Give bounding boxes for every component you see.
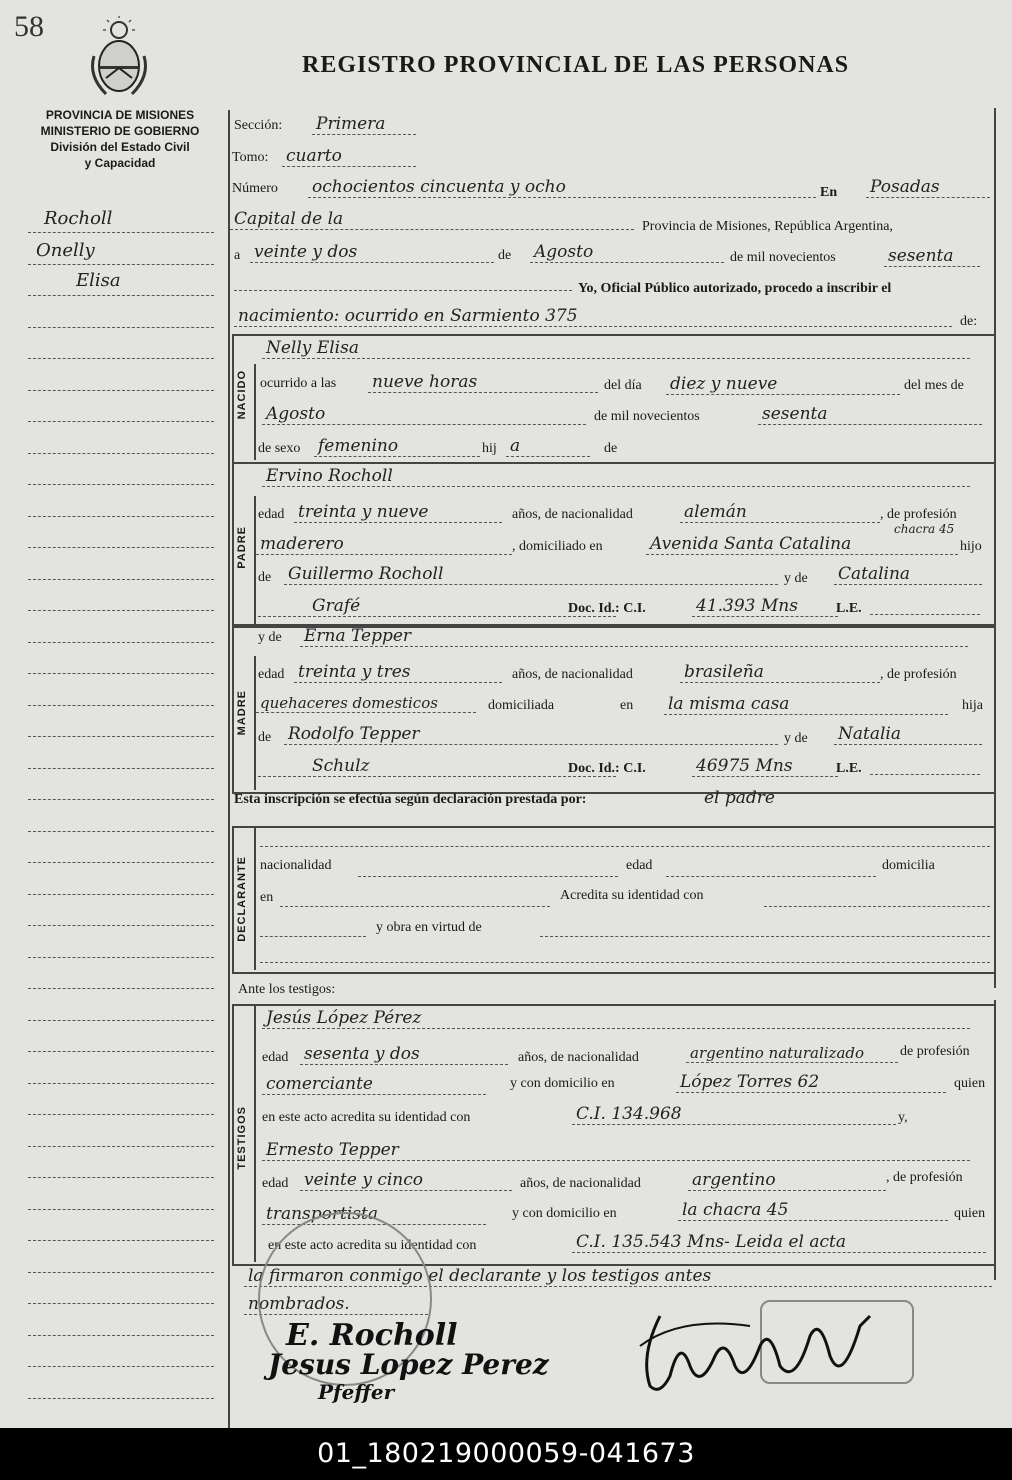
anio-label: de mil novecientos: [594, 409, 700, 424]
blank-line: [280, 906, 550, 907]
madre-dom: la misma casa: [664, 694, 948, 715]
year-value: sesenta: [884, 246, 980, 267]
margin-name: Onelly: [36, 240, 95, 261]
edad-label: edad: [258, 667, 285, 682]
margin-rule: [28, 264, 214, 265]
margin-rule: [28, 1083, 214, 1084]
padre-madre-2: Grafé: [258, 596, 616, 617]
margin-rule: [28, 925, 214, 926]
ocurrido-label: ocurrido a las: [260, 376, 337, 391]
acredita-label: Acredita su identidad con: [560, 888, 704, 903]
madre-side-label: MADRE: [236, 690, 248, 736]
hijo-label: hijo: [960, 539, 982, 554]
quien-label: quien: [954, 1076, 986, 1091]
testigo2-prof: transportista: [262, 1204, 486, 1225]
coat-of-arms-icon: [86, 16, 152, 98]
blank-line: [260, 846, 990, 847]
padre-dom: Avenida Santa Catalina: [646, 534, 958, 555]
margin-rule: [28, 484, 214, 485]
signature-initials: Pfeffer: [318, 1380, 395, 1404]
de-label: de: [604, 441, 618, 456]
y-label: y,: [898, 1110, 908, 1125]
padre-doc: 41.393 Mns: [692, 596, 838, 617]
seccion-value: Primera: [312, 114, 416, 135]
sexo-value: femenino: [314, 436, 480, 457]
right-border: [994, 1000, 996, 1280]
margin-rule: [28, 1240, 214, 1241]
testigo1-dom: López Torres 62: [676, 1072, 946, 1093]
margin-surname: Rocholl: [44, 208, 113, 229]
page-title: REGISTRO PROVINCIAL DE LAS PERSONAS: [302, 52, 850, 78]
padre-prof: maderero: [256, 534, 512, 555]
madre-madre-2: Schulz: [258, 756, 616, 777]
margin-rule: [28, 1177, 214, 1178]
margin-rule: [28, 1051, 214, 1052]
testigo2-edad: veinte y cinco: [300, 1170, 512, 1191]
padre-edad: treinta y nueve: [294, 502, 502, 523]
margin-rule: [28, 453, 214, 454]
yde-label: y de: [784, 571, 808, 586]
mes-label: del mes de: [904, 378, 964, 393]
padre-padre: Guillermo Rocholl: [284, 564, 778, 585]
yde-label: y de: [258, 630, 282, 645]
en-label: en: [260, 890, 274, 905]
madre-name: Erna Tepper: [300, 626, 968, 647]
margin-rule: [28, 736, 214, 737]
margin-rule: [28, 1366, 214, 1367]
de-label: de: [258, 570, 272, 585]
blank-line: [234, 290, 572, 291]
obra-label: y obra en virtud de: [376, 920, 482, 935]
tomo-label: Tomo:: [232, 150, 269, 165]
numero-label: Número: [232, 181, 278, 196]
testigo2-doc: C.I. 135.543 Mns- Leida el acta: [572, 1232, 986, 1253]
padre-madre: Catalina: [834, 564, 982, 585]
acredita-label: en este acto acredita su identidad con: [268, 1238, 477, 1253]
margin-rule: [28, 610, 214, 611]
testigo2-nac: argentino: [688, 1170, 886, 1191]
margin-rule: [28, 1209, 214, 1210]
sexo-label: de sexo: [258, 441, 301, 456]
signature-father: E. Rocholl: [286, 1318, 458, 1353]
dom-label: y con domicilio en: [512, 1206, 617, 1221]
margin-rule: [28, 232, 214, 233]
edad-label: edad: [262, 1050, 289, 1065]
padre-nac: alemán: [680, 502, 880, 523]
folio-number: 58: [14, 10, 44, 43]
margin-rule: [28, 1020, 214, 1021]
testigo2-dom: la chacra 45: [678, 1200, 948, 1221]
margin-rule: [28, 831, 214, 832]
margin-rule: [28, 1398, 214, 1399]
dom-label: domiciliada: [488, 698, 555, 713]
margin-rule: [28, 799, 214, 800]
signature-witness: Jesus Lopez Perez: [268, 1348, 549, 1381]
inscripcion-text: Esta inscripción se efectúa según declaración prestada por:: [234, 792, 587, 807]
testigo1-edad: sesenta y dos: [300, 1044, 508, 1065]
blank-line: [260, 936, 366, 937]
day-value: veinte y dos: [250, 242, 494, 263]
prof-label: de profesión: [900, 1044, 970, 1059]
en-label: en: [620, 698, 634, 713]
closing-text: nombrados.: [244, 1294, 428, 1315]
nacido-name: Nelly Elisa: [262, 338, 970, 359]
numero-value: ochocientos cincuenta y ocho: [308, 177, 816, 198]
margin-rule: [28, 1114, 214, 1115]
margin-rule: [28, 327, 214, 328]
madre-padre: Rodolfo Tepper: [284, 724, 778, 745]
ministry-line: División del Estado Civil: [50, 140, 190, 154]
margin-rule: [28, 988, 214, 989]
inscripcion-value: el padre: [704, 788, 775, 808]
margin-name: Elisa: [76, 270, 121, 291]
blank-line: [870, 614, 980, 615]
testigos-side-label: TESTIGOS: [236, 1106, 248, 1170]
testigo1-doc: C.I. 134.968: [572, 1104, 896, 1125]
nac-label: años, de nacionalidad: [520, 1176, 641, 1191]
blank-line: [666, 876, 876, 877]
margin-rule: [28, 579, 214, 580]
de-label: de: [258, 730, 272, 745]
hij-label: hij: [482, 441, 497, 456]
tomo-value: cuarto: [282, 146, 416, 167]
nac-label: años, de nacionalidad: [512, 507, 633, 522]
acredita-label: en este acto acredita su identidad con: [262, 1110, 471, 1125]
madre-nac: brasileña: [680, 662, 880, 683]
en-value: Posadas: [866, 177, 990, 198]
padre-dom-extra: chacra 45: [894, 522, 955, 536]
blank-line: [540, 936, 990, 937]
oficial-text: Yo, Oficial Público autorizado, procedo a inscribir el: [578, 281, 892, 296]
margin-rule: [28, 1335, 214, 1336]
doc-label: Doc. Id.: C.I.: [568, 761, 646, 776]
de-label-2: de:: [960, 314, 978, 329]
testigo1-nac: argentino naturalizado: [686, 1044, 898, 1063]
ministry-line: PROVINCIA DE MISIONES: [45, 108, 195, 122]
right-border: [994, 108, 996, 988]
margin-rule: [28, 768, 214, 769]
margin-rule: [28, 547, 214, 548]
month-value: Agosto: [530, 242, 724, 263]
official-signature-icon: [620, 1296, 920, 1406]
blank-line: [260, 962, 990, 963]
ministry-header: [22, 107, 218, 171]
margin-rule: [28, 673, 214, 674]
margin-rule: [28, 390, 214, 391]
margin-rule: [28, 1146, 214, 1147]
margin-divider: [228, 110, 230, 1428]
margin-rule: [28, 957, 214, 958]
madre-doc: 46975 Mns: [692, 756, 838, 777]
hija-label: hija: [962, 698, 983, 713]
prof-label: , de profesión: [880, 507, 957, 522]
dom-label: , domiciliado en: [512, 539, 603, 554]
year-label: de mil novecientos: [730, 250, 836, 265]
margin-rule: [28, 295, 214, 296]
blank-line: [358, 876, 618, 877]
declarante-side-label: DECLARANTE: [236, 856, 248, 942]
dia-label: del día: [604, 378, 642, 393]
yde-label: y de: [784, 731, 808, 746]
padre-side-label: PADRE: [236, 526, 248, 569]
dom-label: domicilia: [882, 858, 935, 873]
provincia-text: Provincia de Misiones, República Argentina,: [642, 219, 893, 234]
blank-line: [870, 774, 980, 775]
de-label: de: [498, 248, 512, 263]
acta-value: nacimiento: ocurrido en Sarmiento 375: [234, 306, 952, 327]
closing-text: la firmaron conmigo el declarante y los testigos antes: [244, 1266, 992, 1287]
place-value: Capital de la: [230, 209, 634, 230]
testigo2-name: Ernesto Tepper: [262, 1140, 970, 1161]
anio-value: sesenta: [758, 404, 982, 425]
nac-label: años, de nacionalidad: [518, 1050, 639, 1065]
prof-label: , de profesión: [880, 667, 957, 682]
mes-value: Agosto: [262, 404, 586, 425]
madre-edad: treinta y tres: [294, 662, 502, 683]
footer-id: 01_180219000059-041673: [0, 1428, 1012, 1480]
hij-value: a: [506, 436, 590, 457]
dom-label: y con domicilio en: [510, 1076, 615, 1091]
edad-label: edad: [258, 507, 285, 522]
margin-rule: [28, 862, 214, 863]
margin-rule: [28, 358, 214, 359]
padre-name: Ervino Rocholl: [262, 466, 970, 487]
edad-label: edad: [626, 858, 653, 873]
margin-rule: [28, 1303, 214, 1304]
quien-label: quien: [954, 1206, 986, 1221]
margin-rule: [28, 705, 214, 706]
madre-prof: quehaceres domesticos: [256, 694, 476, 713]
hora-value: nueve horas: [368, 372, 598, 393]
testigos-intro: Ante los testigos:: [238, 982, 336, 997]
testigo1-name: Jesús López Pérez: [262, 1008, 970, 1029]
nac-label: años, de nacionalidad: [512, 667, 633, 682]
le-label: L.E.: [836, 761, 862, 776]
testigo1-prof: comerciante: [262, 1074, 486, 1095]
madre-madre: Natalia: [834, 724, 982, 745]
margin-rule: [28, 1272, 214, 1273]
ministry-line: y Capacidad: [84, 156, 156, 170]
a-label: a: [234, 248, 241, 263]
dia-value: diez y nueve: [666, 374, 900, 395]
seccion-label: Sección:: [234, 118, 283, 133]
blank-line: [764, 906, 990, 907]
edad-label: edad: [262, 1176, 289, 1191]
en-label: En: [820, 185, 838, 200]
prof-label: , de profesión: [886, 1170, 963, 1185]
margin-rule: [28, 516, 214, 517]
doc-label: Doc. Id.: C.I.: [568, 601, 646, 616]
nac-label: nacionalidad: [260, 858, 332, 873]
nacido-side-label: NACIDO: [236, 370, 248, 420]
ministry-line: MINISTERIO DE GOBIERNO: [40, 124, 200, 138]
margin-rule: [28, 894, 214, 895]
le-label: L.E.: [836, 601, 862, 616]
margin-rule: [28, 642, 214, 643]
margin-rule: [28, 421, 214, 422]
